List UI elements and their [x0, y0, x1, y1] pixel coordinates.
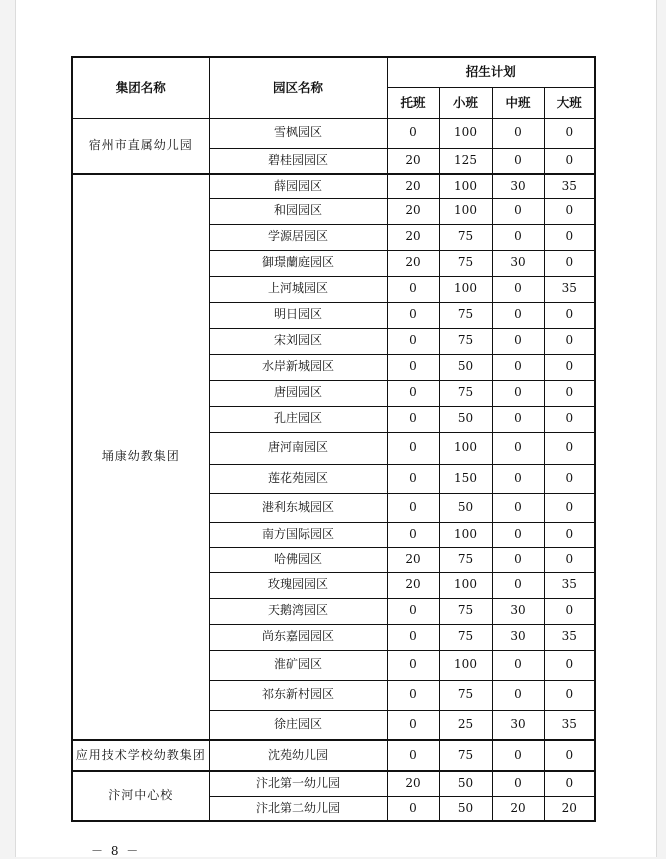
value-cell: 0 — [492, 771, 544, 796]
value-cell: 0 — [492, 118, 544, 148]
campus-name-cell: 薛园园区 — [209, 174, 387, 198]
value-cell: 25 — [439, 710, 492, 740]
value-cell: 100 — [439, 118, 492, 148]
value-cell: 0 — [387, 598, 439, 624]
value-cell: 75 — [439, 224, 492, 250]
value-cell: 20 — [387, 572, 439, 598]
value-cell: 0 — [387, 406, 439, 432]
value-cell: 35 — [544, 276, 595, 302]
value-cell: 35 — [544, 174, 595, 198]
value-cell: 35 — [544, 624, 595, 650]
value-cell: 0 — [492, 354, 544, 380]
table-row — [72, 771, 595, 796]
value-cell: 0 — [544, 771, 595, 796]
campus-name-cell: 学源居园区 — [209, 224, 387, 250]
value-cell: 0 — [544, 650, 595, 680]
value-cell: 0 — [544, 302, 595, 328]
campus-name-cell: 港利东城园区 — [209, 493, 387, 522]
value-cell: 35 — [544, 572, 595, 598]
value-cell: 0 — [492, 740, 544, 771]
value-cell: 75 — [439, 740, 492, 771]
value-cell: 20 — [387, 198, 439, 224]
page-number: － 8 － — [91, 844, 141, 858]
value-cell: 0 — [387, 276, 439, 302]
table-row — [72, 174, 595, 198]
value-cell: 20 — [387, 250, 439, 276]
value-cell: 0 — [387, 624, 439, 650]
value-cell: 0 — [544, 328, 595, 354]
value-cell: 50 — [439, 796, 492, 821]
value-cell: 0 — [492, 302, 544, 328]
value-cell: 0 — [544, 250, 595, 276]
value-cell: 0 — [544, 406, 595, 432]
campus-name-cell: 南方国际园区 — [209, 522, 387, 547]
value-cell: 75 — [439, 328, 492, 354]
value-cell: 50 — [439, 354, 492, 380]
value-cell: 0 — [492, 148, 544, 174]
value-cell: 0 — [492, 650, 544, 680]
value-cell: 75 — [439, 598, 492, 624]
value-cell: 50 — [439, 406, 492, 432]
value-cell: 0 — [544, 464, 595, 493]
value-cell: 0 — [387, 432, 439, 464]
value-cell: 0 — [544, 354, 595, 380]
value-cell: 0 — [544, 493, 595, 522]
value-cell: 20 — [492, 796, 544, 821]
value-cell: 0 — [387, 796, 439, 821]
value-cell: 0 — [387, 354, 439, 380]
value-cell: 0 — [492, 328, 544, 354]
value-cell: 0 — [492, 276, 544, 302]
value-cell: 20 — [544, 796, 595, 821]
value-cell: 75 — [439, 547, 492, 572]
value-cell: 0 — [492, 224, 544, 250]
value-cell: 0 — [544, 380, 595, 406]
campus-name-cell: 孔庄园区 — [209, 406, 387, 432]
value-cell: 100 — [439, 174, 492, 198]
value-cell: 0 — [544, 740, 595, 771]
value-cell: 20 — [387, 771, 439, 796]
campus-name-cell: 淮矿园区 — [209, 650, 387, 680]
table-row — [72, 740, 595, 771]
group-name-cell: 汴河中心校 — [72, 771, 209, 821]
value-cell: 150 — [439, 464, 492, 493]
campus-name-cell: 哈佛园区 — [209, 547, 387, 572]
value-cell: 30 — [492, 598, 544, 624]
campus-name-cell: 莲花苑园区 — [209, 464, 387, 493]
table-body — [72, 118, 595, 821]
campus-name-cell: 和园园区 — [209, 198, 387, 224]
header-class-tuo: 托班 — [387, 87, 439, 118]
value-cell: 100 — [439, 198, 492, 224]
campus-name-cell: 雪枫园区 — [209, 118, 387, 148]
campus-name-cell: 水岸新城园区 — [209, 354, 387, 380]
value-cell: 100 — [439, 650, 492, 680]
value-cell: 0 — [544, 118, 595, 148]
campus-name-cell: 碧桂园园区 — [209, 148, 387, 174]
header-class-da: 大班 — [544, 87, 595, 118]
value-cell: 0 — [387, 328, 439, 354]
value-cell: 0 — [544, 198, 595, 224]
header-group-name: 集团名称 — [72, 57, 209, 118]
campus-name-cell: 徐庄园区 — [209, 710, 387, 740]
value-cell: 0 — [492, 380, 544, 406]
value-cell: 0 — [387, 464, 439, 493]
value-cell: 20 — [387, 174, 439, 198]
value-cell: 0 — [492, 198, 544, 224]
value-cell: 0 — [492, 680, 544, 710]
value-cell: 0 — [387, 118, 439, 148]
value-cell: 0 — [387, 680, 439, 710]
campus-name-cell: 祁东新村园区 — [209, 680, 387, 710]
value-cell: 50 — [439, 493, 492, 522]
table-row — [72, 118, 595, 148]
value-cell: 0 — [492, 464, 544, 493]
value-cell: 50 — [439, 771, 492, 796]
value-cell: 30 — [492, 710, 544, 740]
value-cell: 75 — [439, 302, 492, 328]
value-cell: 0 — [544, 148, 595, 174]
value-cell: 100 — [439, 276, 492, 302]
document-page — [15, 0, 657, 857]
value-cell: 0 — [387, 302, 439, 328]
value-cell: 0 — [492, 432, 544, 464]
header-enrollment-plan: 招生计划 — [387, 57, 595, 87]
campus-name-cell: 汴北第二幼儿园 — [209, 796, 387, 821]
table-header — [72, 57, 595, 118]
value-cell: 0 — [387, 380, 439, 406]
campus-name-cell: 明日园区 — [209, 302, 387, 328]
campus-name-cell: 尚东嘉园园区 — [209, 624, 387, 650]
campus-name-cell: 唐河南园区 — [209, 432, 387, 464]
value-cell: 0 — [387, 650, 439, 680]
value-cell: 0 — [492, 547, 544, 572]
campus-name-cell: 汴北第一幼儿园 — [209, 771, 387, 796]
value-cell: 0 — [544, 598, 595, 624]
value-cell: 75 — [439, 250, 492, 276]
campus-name-cell: 宋刘园区 — [209, 328, 387, 354]
value-cell: 0 — [492, 572, 544, 598]
campus-name-cell: 上河城园区 — [209, 276, 387, 302]
value-cell: 0 — [544, 224, 595, 250]
campus-name-cell: 唐园园区 — [209, 380, 387, 406]
enrollment-plan-table — [71, 56, 596, 822]
header-class-xiao: 小班 — [439, 87, 492, 118]
campus-name-cell: 天鹅湾园区 — [209, 598, 387, 624]
value-cell: 125 — [439, 148, 492, 174]
value-cell: 0 — [544, 547, 595, 572]
value-cell: 75 — [439, 624, 492, 650]
value-cell: 20 — [387, 547, 439, 572]
value-cell: 0 — [492, 522, 544, 547]
value-cell: 0 — [544, 680, 595, 710]
campus-name-cell: 御璟蘭庭园区 — [209, 250, 387, 276]
value-cell: 0 — [544, 522, 595, 547]
group-name-cell: 宿州市直属幼儿园 — [72, 118, 209, 174]
value-cell: 35 — [544, 710, 595, 740]
value-cell: 100 — [439, 432, 492, 464]
group-name-cell: 埇康幼教集团 — [72, 174, 209, 740]
value-cell: 20 — [387, 148, 439, 174]
group-name-cell: 应用技术学校幼教集团 — [72, 740, 209, 771]
value-cell: 75 — [439, 680, 492, 710]
value-cell: 0 — [387, 740, 439, 771]
value-cell: 0 — [492, 493, 544, 522]
value-cell: 75 — [439, 380, 492, 406]
value-cell: 0 — [544, 432, 595, 464]
header-campus-name: 园区名称 — [209, 57, 387, 118]
campus-name-cell: 玫瑰园园区 — [209, 572, 387, 598]
value-cell: 20 — [387, 224, 439, 250]
value-cell: 30 — [492, 174, 544, 198]
campus-name-cell: 沈苑幼儿园 — [209, 740, 387, 771]
value-cell: 30 — [492, 624, 544, 650]
value-cell: 30 — [492, 250, 544, 276]
header-class-zhong: 中班 — [492, 87, 544, 118]
value-cell: 100 — [439, 572, 492, 598]
value-cell: 0 — [387, 710, 439, 740]
value-cell: 0 — [387, 522, 439, 547]
value-cell: 100 — [439, 522, 492, 547]
value-cell: 0 — [387, 493, 439, 522]
value-cell: 0 — [492, 406, 544, 432]
